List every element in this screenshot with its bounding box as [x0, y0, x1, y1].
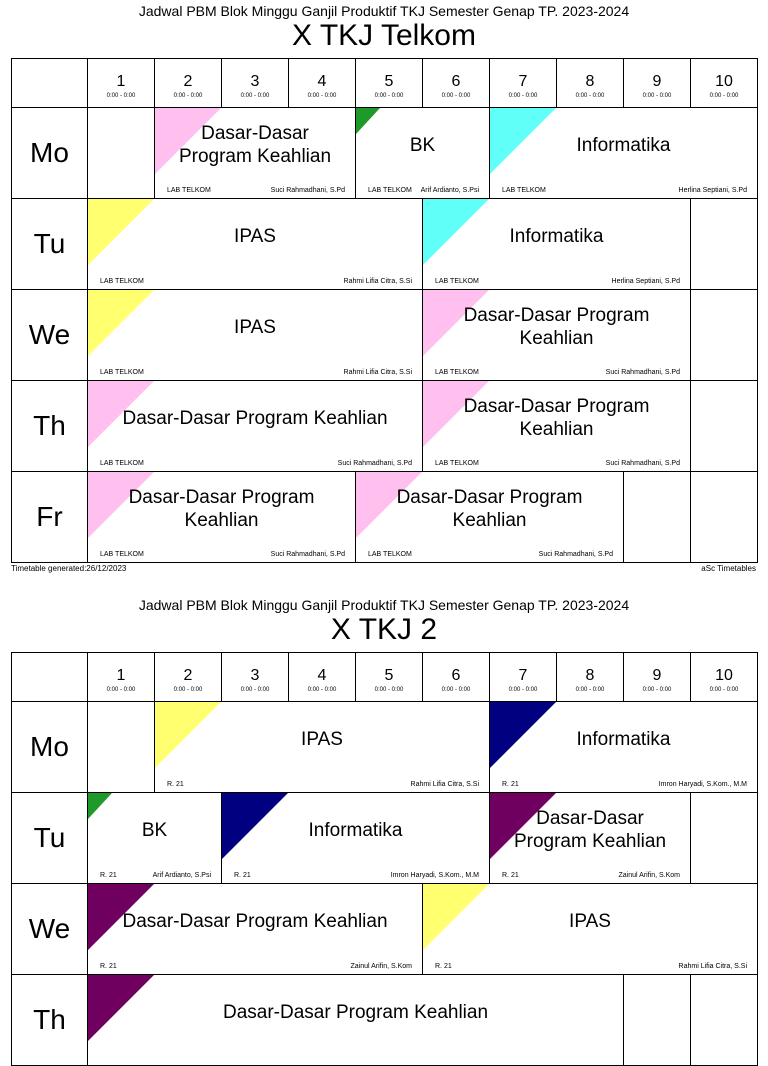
period-header [154, 652, 222, 702]
period-time: 0:00 - 0:00 [508, 93, 538, 99]
day-label: We [11, 883, 88, 975]
period-number: 7 [518, 73, 528, 90]
class-title: X TKJ 2 [330, 613, 438, 646]
lesson-room: R. 21 [167, 781, 184, 788]
lesson-card[interactable] [355, 107, 490, 199]
period-header [221, 58, 289, 108]
period-time: 0:00 - 0:00 [240, 93, 270, 99]
empty-slot [623, 974, 691, 1066]
class-title: X TKJ Telkom [292, 19, 476, 52]
lesson-card[interactable] [489, 701, 758, 793]
period-header [623, 58, 691, 108]
lesson-card[interactable] [422, 380, 691, 472]
lesson-teacher: Imron Haryadi, S.Kom., M.M [658, 781, 747, 788]
lesson-card[interactable] [87, 198, 423, 290]
lesson-subject: Dasar-Dasar Program Keahlian [128, 487, 315, 531]
period-number: 7 [518, 667, 528, 684]
lesson-card[interactable] [489, 107, 758, 199]
period-time: 0:00 - 0:00 [441, 687, 471, 693]
lesson-card[interactable] [87, 883, 423, 975]
lesson-subject: Informatika [576, 728, 671, 750]
lesson-room: LAB TELKOM [100, 460, 144, 467]
lesson-subject: BK [141, 819, 168, 841]
period-header [556, 652, 624, 702]
empty-slot [690, 198, 758, 290]
period-time: 0:00 - 0:00 [374, 687, 404, 693]
lesson-teacher: Rahmi Lifia Citra, S.Si [343, 278, 412, 285]
day-label: Mo [11, 107, 88, 199]
lesson-subject: IPAS [234, 316, 276, 338]
period-number: 5 [384, 667, 394, 684]
day-label: Th [11, 380, 88, 472]
day-label: Fr [11, 471, 88, 563]
period-time: 0:00 - 0:00 [709, 93, 739, 99]
lesson-teacher: Imron Haryadi, S.Kom., M.M [390, 872, 479, 879]
lesson-room: R. 21 [502, 872, 519, 879]
lesson-teacher: Herlina Septiani, S.Pd [611, 278, 680, 285]
period-header [288, 58, 356, 108]
lesson-subject: Dasar-Dasar Program Keahlian [463, 396, 650, 440]
lesson-card[interactable] [355, 471, 624, 563]
empty-slot [690, 974, 758, 1066]
lesson-teacher: Rahmi Lifia Citra, S.Si [343, 369, 412, 376]
lesson-teacher: Zainul Arifin, S.Kom [618, 872, 680, 879]
empty-slot [623, 471, 691, 563]
lesson-teacher: Zainul Arifin, S.Kom [350, 963, 412, 970]
lesson-subject: Dasar-Dasar Program Keahlian [513, 808, 667, 852]
lesson-room: LAB TELKOM [435, 369, 479, 376]
period-time: 0:00 - 0:00 [575, 93, 605, 99]
period-time: 0:00 - 0:00 [709, 687, 739, 693]
lesson-teacher: Arif Ardianto, S.Psi [152, 872, 211, 879]
day-label: Tu [11, 198, 88, 290]
period-header [489, 652, 557, 702]
period-number: 9 [652, 73, 662, 90]
period-time: 0:00 - 0:00 [307, 687, 337, 693]
period-number: 4 [317, 73, 327, 90]
period-number: 10 [715, 73, 733, 90]
period-number: 6 [451, 73, 461, 90]
lesson-teacher: Suci Rahmadhani, S.Pd [538, 551, 613, 558]
period-time: 0:00 - 0:00 [374, 93, 404, 99]
lesson-room: R. 21 [234, 872, 251, 879]
lesson-room: LAB TELKOM [368, 551, 412, 558]
period-header [355, 58, 423, 108]
period-number: 3 [250, 73, 260, 90]
period-number: 3 [250, 667, 260, 684]
lesson-room: R. 21 [502, 781, 519, 788]
lesson-teacher: Arif Ardianto, S.Psi [420, 187, 479, 194]
lesson-room: LAB TELKOM [100, 278, 144, 285]
empty-slot [690, 792, 758, 884]
lesson-teacher: Herlina Septiani, S.Pd [678, 187, 747, 194]
period-header [422, 652, 490, 702]
lesson-card[interactable] [87, 792, 222, 884]
lesson-room: LAB TELKOM [435, 278, 479, 285]
lesson-subject: Dasar-Dasar Program Keahlian [122, 407, 388, 429]
corner-cell [11, 58, 88, 108]
period-number: 9 [652, 667, 662, 684]
lesson-room: LAB TELKOM [100, 551, 144, 558]
period-time: 0:00 - 0:00 [106, 93, 136, 99]
period-header [288, 652, 356, 702]
empty-slot [690, 289, 758, 381]
period-time: 0:00 - 0:00 [508, 687, 538, 693]
corner-cell [11, 652, 88, 702]
lesson-card[interactable] [489, 792, 691, 884]
period-header [489, 58, 557, 108]
lesson-card[interactable] [154, 701, 490, 793]
lesson-teacher: Suci Rahmadhani, S.Pd [270, 551, 345, 558]
lesson-room: R. 21 [435, 963, 452, 970]
asc-brand: aSc Timetables [701, 564, 756, 573]
lesson-room: LAB TELKOM [368, 187, 412, 194]
period-time: 0:00 - 0:00 [642, 93, 672, 99]
day-label: Tu [11, 792, 88, 884]
lesson-card[interactable] [87, 289, 423, 381]
day-label: Th [11, 974, 88, 1066]
lesson-subject: Dasar-Dasar Program Keahlian [178, 123, 332, 167]
lesson-subject: Dasar-Dasar Program Keahlian [122, 910, 388, 932]
lesson-subject: IPAS [569, 910, 611, 932]
empty-slot [690, 380, 758, 472]
day-label: We [11, 289, 88, 381]
lesson-subject: IPAS [234, 225, 276, 247]
lesson-room: LAB TELKOM [167, 187, 211, 194]
lesson-teacher: Rahmi Lifia Citra, S.Si [410, 781, 479, 788]
lesson-card[interactable] [221, 792, 490, 884]
period-header [623, 652, 691, 702]
timetable-subtitle: Jadwal PBM Blok Minggu Ganjil Produktif TKJ Semester Genap TP. 2023-2024 [138, 3, 630, 19]
lesson-subject: BK [409, 134, 436, 156]
period-number: 2 [183, 667, 193, 684]
period-number: 1 [116, 667, 126, 684]
empty-slot [690, 471, 758, 563]
lesson-room: R. 21 [100, 872, 117, 879]
period-number: 8 [585, 667, 595, 684]
lesson-card[interactable] [87, 974, 624, 1066]
day-label: Mo [11, 701, 88, 793]
period-header [154, 58, 222, 108]
lesson-teacher: Suci Rahmadhani, S.Pd [337, 460, 412, 467]
lesson-card[interactable] [422, 198, 691, 290]
period-time: 0:00 - 0:00 [642, 687, 672, 693]
lesson-subject: Informatika [509, 225, 604, 247]
period-number: 1 [116, 73, 126, 90]
lesson-teacher: Rahmi Lifia Citra, S.Si [678, 963, 747, 970]
lesson-card[interactable] [422, 289, 691, 381]
lesson-room: LAB TELKOM [435, 460, 479, 467]
period-number: 6 [451, 667, 461, 684]
empty-slot [87, 107, 155, 199]
lesson-subject: Informatika [308, 819, 403, 841]
lesson-card[interactable] [87, 471, 356, 563]
period-header [422, 58, 490, 108]
lesson-room: LAB TELKOM [100, 369, 144, 376]
period-header [690, 58, 758, 108]
period-header [87, 58, 155, 108]
period-header [690, 652, 758, 702]
lesson-card[interactable] [87, 380, 423, 472]
period-header [87, 652, 155, 702]
period-time: 0:00 - 0:00 [240, 687, 270, 693]
period-header [355, 652, 423, 702]
period-header [556, 58, 624, 108]
period-number: 4 [317, 667, 327, 684]
lesson-subject: Dasar-Dasar Program Keahlian [222, 1001, 489, 1023]
period-time: 0:00 - 0:00 [173, 93, 203, 99]
period-time: 0:00 - 0:00 [441, 93, 471, 99]
period-time: 0:00 - 0:00 [106, 687, 136, 693]
lesson-teacher: Suci Rahmadhani, S.Pd [270, 187, 345, 194]
lesson-card[interactable] [422, 883, 758, 975]
period-number: 2 [183, 73, 193, 90]
lesson-subject: Dasar-Dasar Program Keahlian [463, 305, 650, 349]
lesson-subject: Dasar-Dasar Program Keahlian [396, 487, 583, 531]
timetable-subtitle: Jadwal PBM Blok Minggu Ganjil Produktif TKJ Semester Genap TP. 2023-2024 [138, 597, 630, 613]
empty-slot [87, 701, 155, 793]
lesson-subject: IPAS [301, 728, 343, 750]
lesson-room: R. 21 [100, 963, 117, 970]
timetable-generated-date: Timetable generated:26/12/2023 [11, 564, 127, 573]
lesson-subject: Informatika [576, 134, 671, 156]
lesson-room: LAB TELKOM [502, 187, 546, 194]
lesson-teacher: Suci Rahmadhani, S.Pd [605, 460, 680, 467]
period-header [221, 652, 289, 702]
period-number: 8 [585, 73, 595, 90]
lesson-teacher: Suci Rahmadhani, S.Pd [605, 369, 680, 376]
period-number: 5 [384, 73, 394, 90]
period-number: 10 [715, 667, 733, 684]
lesson-card[interactable] [154, 107, 356, 199]
period-time: 0:00 - 0:00 [307, 93, 337, 99]
period-time: 0:00 - 0:00 [575, 687, 605, 693]
period-time: 0:00 - 0:00 [173, 687, 203, 693]
